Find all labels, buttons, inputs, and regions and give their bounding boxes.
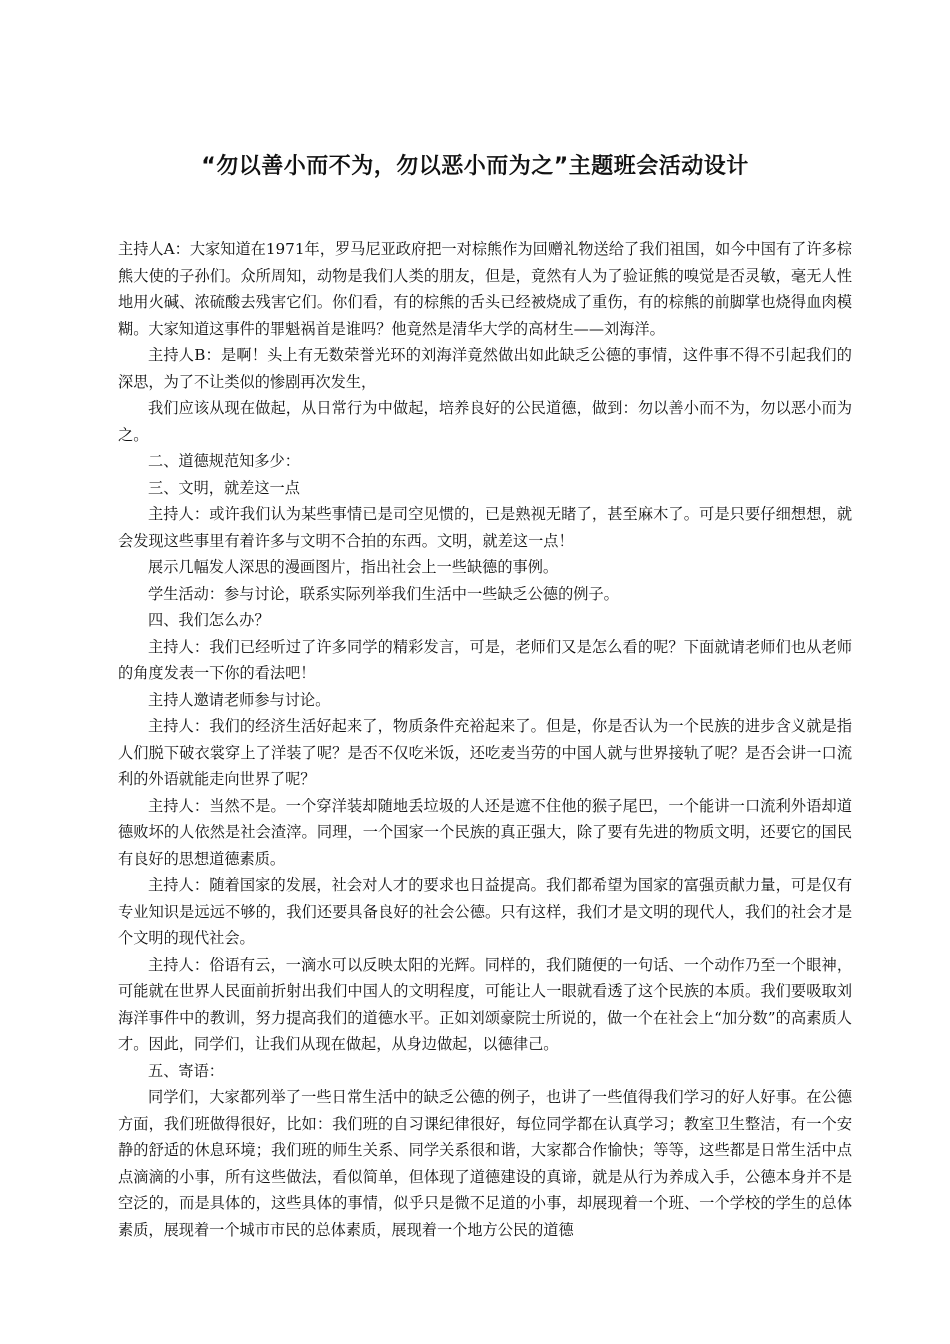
paragraph-show-cartoons: 展示几幅发人深思的漫画图片，指出社会上一些缺德的事例。 (148, 558, 559, 576)
paragraph-host-b: 主持人B：是啊！头上有无数荣誉光环的刘海洋竟然做出如此缺乏公德的事情，这件事不得不引起我们的深思，为了不让类似的惨剧再次发生， (118, 346, 852, 391)
paragraph-host-economy: 主持人：我们的经济生活好起来了，物质条件充裕起来了。但是，你是否认为一个民族的进步含义就是指人们脱下破衣裳穿上了洋装了呢？是否不仅吃米饭，还吃麦当劳的中国人就与世界接轨了呢？是否会讲一口流利的外语就能走向世界了呢？ (118, 717, 852, 788)
paragraph-host-talent: 主持人：随着国家的发展，社会对人才的要求也日益提高。我们都希望为国家的富强贡献力量，可是仅有专业知识是远远不够的，我们还要具备良好的社会公德。只有这样，我们才是文明的现代人，我们的社会才是个文明的现代社会。 (118, 876, 852, 947)
paragraph-host-a: 主持人A：大家知道在1971年，罗马尼亚政府把一对棕熊作为回赠礼物送给了我们祖国，如今中国有了许多棕熊大使的子孙们。众所周知，动物是我们人类的朋友，但是，竟然有人为了验证熊的嗅觉是否灵敏，毫无人性地用火碱、浓硫酸去残害它们。你们看，有的棕熊的舌头已经被烧成了重伤，有的棕熊的前脚掌也烧得血肉模糊。大家知道这事件的罪魁祸首是谁吗？他竟然是清华大学的高材生——刘海洋。 (118, 240, 852, 338)
section-heading-2: 二、道德规范知多少： (148, 452, 300, 470)
document-title: “勿以善小而不为，勿以恶小而为之”主题班会活动设计 (201, 154, 749, 179)
section-heading-4: 四、我们怎么办？ (148, 611, 270, 629)
paragraph-host-civility: 主持人：或许我们认为某些事情已是司空见惯的，已是熟视无睹了，甚至麻木了。可是只要仔细想想，就会发现这些事里有着许多与文明不合拍的东西。文明，就差这一点！ (118, 505, 852, 550)
paragraph-invite-teachers: 主持人邀请老师参与讨论。 (148, 690, 331, 709)
section-heading-5: 五、寄语： (148, 1061, 224, 1080)
paragraph-host-of-course-not: 主持人：当然不是。一个穿洋装却随地丢垃圾的人还是遮不住他的猴子尾巴，一个能讲一口流利外语却道德败坏的人依然是社会渣滓。同理，一个国家一个民族的真正强大，除了要有先进的物质文明，还要它的国民有良好的思想道德素质。 (118, 796, 852, 868)
paragraph-host-teachers: 主持人：我们已经听过了许多同学的精彩发言，可是，老师们又是怎么看的呢？下面就请老师们也从老师的角度发表一下你的看法吧！ (118, 637, 852, 682)
paragraph-student-activity: 学生活动：参与讨论，联系实际列举我们生活中一些缺乏公德的例子。 (148, 584, 619, 603)
paragraph-motto: 我们应该从现在做起，从日常行为中做起，培养良好的公民道德，做到：勿以善小而不为，勿以恶小而为之。 (118, 399, 852, 444)
document-body (118, 236, 852, 1243)
paragraph-host-proverb: 主持人：俗语有云，一滴水可以反映太阳的光辉。同样的，我们随便的一句话、一个动作乃至一个眼神，可能就在世界人民面前折射出我们中国人的文明程度，可能让人一眼就看透了这个民族的本质。我们要吸取刘海洋事件中的教训，努力提高我们的道德水平。正如刘颂豪院士所说的，做一个在社会上“加分数”的高素质人才。因此，同学们，让我们从现在做起，从身边做起，以德律己。 (118, 955, 852, 1053)
section-heading-3: 三、文明，就差这一点 (148, 478, 300, 497)
paragraph-closing-message: 同学们，大家都列举了一些日常生活中的缺乏公德的例子，也讲了一些值得我们学习的好人好事。在公德方面，我们班做得很好，比如：我们班的自习课纪律很好，每位同学都在认真学习；教室卫生整洁，有一个安静的舒适的休息环境；我们班的师生关系、同学关系很和谐，大家都合作愉快；等等，这些都是日常生活中点点滴滴的小事，所有这些做法，看似简单，但体现了道德建设的真谛，就是从行为养成入手，公德本身并不是空泛的，而是具体的，这些具体的事情，似乎只是微不足道的小事，却展现着一个班、一个学校的学生的总体素质，展现着一个城市市民的总体素质，展现着一个地方公民的道德 (118, 1088, 852, 1239)
